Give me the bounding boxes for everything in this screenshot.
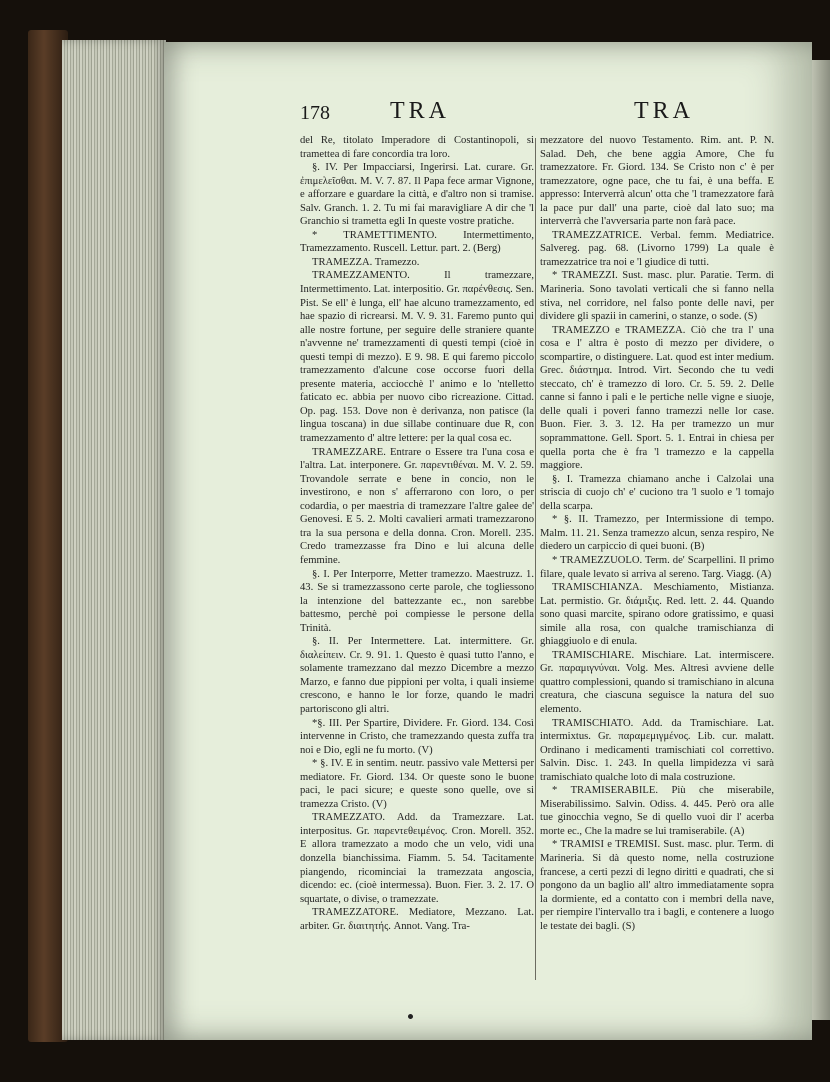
entry-paragraph: TRAMEZZAMENTO. Il tramezzare, Intermettimento. Lat. interpositio. Gr. παρένθεσις. Sen. Pist. Se ell' è lunga, ell' hae alcuno tramezzamento, ed hae spazio di ricrearsi. M. V. 9. 31. Faremo punto qui alle nostre fortune, per seguire delle straniere quante n'avvenne ne' tramezzamenti di questi tempi (cioè in questi tempi di mezzo). E 9. 98. E qui faremo piccolo tramezzamento d'alcune cose occorse fuori della presente materia, acciocchè l' animo e lo 'ntelletto faticato ec. abbia per nuovo cibo ricreazione. Cittad. Op. pag. 153. Dove non è derivanza, non patisce (la lingua toscana) in due sillabe continuare due R, con tramezzamento d' altre lettere: per la qual cosa ec. [300, 270, 534, 445]
entry-paragraph: §. I. Tramezza chiamano anche i Calzolai una striscia di cuojo ch' e' cuciono tra 'l suolo e 'l tomajo della scarpa. [540, 473, 774, 512]
entry-paragraph: TRAMEZZA. Tramezzo. [312, 256, 420, 268]
entry-paragraph: TRAMEZZATORE. Mediatore, Mezzano. Lat. arbiter. Gr. διαιτητής. Annot. Vang. Tra- [300, 907, 534, 932]
entry-paragraph: §. II. Per Intermettere. Lat. intermittere. Gr. διαλείπειν. Cr. 9. 91. 1. Questo è quasi tutto l'anno, e solamente tramezzano dal mezzo Dicembre a mezzo Marzo, e fanno due pippioni per volta, i quali insieme crescono, e hanno le lor forze, quando le madri partoriscono gli altri. [300, 636, 534, 715]
entry-paragraph: * TRAMISI e TREMISI. Sust. masc. plur. Term. di Marineria. Si dà questo nome, nella costruzione francese, a certi pezzi di legno diritti e quadrati, che si pongono da un baglio all' altro immediatamente sopra la dormiente, ed a contatto con i membri della nave, per riempire l'intervallo tra i bagli, e contenere a luogo le testate dei bagli. (S) [540, 839, 774, 932]
entry-paragraph: * TRAMETTIMENTO. Intermettimento, Tramezzamento. Ruscell. Lettur. part. 2. (Berg) [300, 229, 534, 255]
running-head-right: TRA [634, 98, 694, 124]
entry-paragraph: TRAMEZZATRICE. Verbal. femm. Mediatrice. Salvereg. pag. 68. (Livorno 1799) La quale è tramezzatrice tra noi e 'l giudice di tutti. [540, 229, 774, 268]
right-column [540, 134, 774, 933]
entry-paragraph: §. I. Per Interporre, Metter tramezzo. Maestruzz. 1. 43. Se si tramezzassono certe parole, che togliessono la intenzione del battezzante ec., non sarebbe battesmo, perchè poi compiesse le persone della Trinità. [300, 568, 534, 634]
book-page [164, 42, 812, 1040]
running-head-left: TRA [390, 98, 450, 124]
left-column [300, 134, 534, 933]
entry-paragraph: * §. IV. E in sentim. neutr. passivo vale Mettersi per mediatore. Fr. Giord. 134. Or queste sono le buone paci, le paci sicure; e queste sono quelle, ove si tramezza Cristo. (V) [300, 758, 534, 810]
page-edges [62, 40, 166, 1040]
entry-paragraph: * TRAMISERABILE. Più che miserabile, Miserabilissimo. Salvin. Odiss. 4. 445. Però ora alle tue ginocchia vegno, Se di quello vuoi dir l' acerba morte ec., Che la madre se lui tramiserabile. (A) [540, 785, 774, 837]
entry-paragraph: TRAMEZZARE. Entrare o Essere tra l'una cosa e l'altra. Lat. interponere. Gr. παρεντιθέναι. M. V. 2. 59. Trovandole serrate e bene in concio, non le investirono, e non s' afferrarono con loro, o per codardia, o per maestria di tramezzare l'altre galee de' Genovesi. E 5. 2. Molti cavalieri armati tramezzarono tra la sua persona e della donna. Cron. Morell. 235. Credo tramezzasse fra Dino e lui alcuna delle femmine. [300, 446, 534, 566]
page-number: 178 [300, 102, 330, 124]
entry-paragraph: TRAMISCHIARE. Mischiare. Lat. intermiscere. Gr. παραμιγνύναι. Volg. Mes. Altresì avviene delle quattro complessioni, quando si tramischiano in alcuna creatura, che ciascuna seguisce la natura del suo elemento. [540, 649, 774, 715]
entry-paragraph: TRAMISCHIANZA. Meschiamento, Mistianza. Lat. permistio. Gr. διάμιξις. Red. lett. 2. 44. Quando sono quasi marcite, spirano odore gratissimo, e quasi simile alla rosa, con qualche tramischianza di ghiaggiuolo e di enula. [540, 582, 774, 648]
column-divider [535, 138, 536, 980]
entry-paragraph: TRAMEZZO e TRAMEZZA. Ciò che tra l' una cosa e l' altra è posto di mezzo per dividere, o scompartire, o distinguere. Lat. quod est inter medium. Grec. διάστημα. Introd. Virt. Secondo che tu vedi steccato, ch' è tramezzo di loro. Cr. 5. 59. 2. Delle canne si fanno i pali e le pertiche nelle vigne e siuoje, delle quali i poveri fanno tramezzi nelle lor case. Buon. Fier. 3. 3. 12. Ha per tramezzo un mur soprammattone. Gell. Sport. 5. 1. Entrai in chiesa per quella porta che è fra 'l tramezzo e la cappella maggiore. [540, 324, 774, 472]
entry-paragraph: §. IV. Per Impacciarsi, Ingerirsi. Lat. curare. Gr. ἐπιμελεῖσθαι. M. V. 7. 87. Il Papa fece armar Vignone, e afforzare e guardare la città, e d'altro non si tramise. Salv. Granch. 1. 2. Tu mi fai maravigliare A dir che 'l Granchio si trametta egli In queste vostre pratiche. [300, 162, 534, 228]
entry-paragraph: *§. III. Per Spartire, Dividere. Fr. Giord. 134. Così intervenne in Cristo, che tramezzando questa zuffa tra noi e Dio, egli ne fu morto. (V) [300, 717, 534, 756]
entry-paragraph: del Re, titolato Imperadore di Costantinopoli, si tramettea di fare concordia tra loro. [300, 135, 534, 160]
entry-paragraph: * TRAMEZZUOLO. Term. de' Scarpellini. Il primo filare, quale levato si arriva al sereno. Targ. Viagg. (A) [540, 554, 774, 580]
entry-paragraph: TRAMEZZATO. Add. da Tramezzare. Lat. interpositus. Gr. παρεντεθειμένος. Cron. Morell. 352. E allora tramezzato a modo che un velo, vidi una donzella bianchissima. Fiamm. 5. 54. Tacitamente piangendo, ricominciai la tramezzata angoscia, dicendo: ec. (cioè intermessa). Buon. Fier. 3. 2. 17. O squartate, o divise, o tramezzate. [300, 812, 534, 905]
ink-mark [407, 1013, 414, 1020]
page-header [164, 98, 812, 128]
entry-paragraph: mezzatore del nuovo Testamento. Rim. ant. P. N. Salad. Deh, che bene aggia Amore, Che fu tramezzatore. Fr. Giord. 134. Se Cristo non c' è per tramezzatore, ogne pace, che tu fai, è una beffa. E appresso: Interverrà alcun' otta che 'l tramezzatore farà la pace pur dall' una parte, cioè dal lato suo; ma interverrà che l'avversaria parte non farà pace. [540, 135, 774, 228]
entry-paragraph: * TRAMEZZI. Sust. masc. plur. Paratie. Term. di Marineria. Sono tavolati verticali che si fanno nella stiva, nel corridore, nel falso ponte delle navi, per dividere gli spazii in camerini, o stanze, o sode. (S) [540, 270, 774, 323]
entry-paragraph: TRAMISCHIATO. Add. da Tramischiare. Lat. intermixtus. Gr. παραμεμιγμένος. Lib. cur. malatt. Ordinano i medicamenti tramischiati col correttivo. Salvin. Disc. 1. 243. In quella limpidezza vi sarà tramischiato qualche loto di mala costruzione. [540, 717, 774, 783]
entry-paragraph: * §. II. Tramezzo, per Intermissione di tempo. Malm. 11. 21. Senza tramezzo alcun, senza respiro, Ne diedero un carpiccio di quei buoni. (B) [540, 514, 774, 553]
